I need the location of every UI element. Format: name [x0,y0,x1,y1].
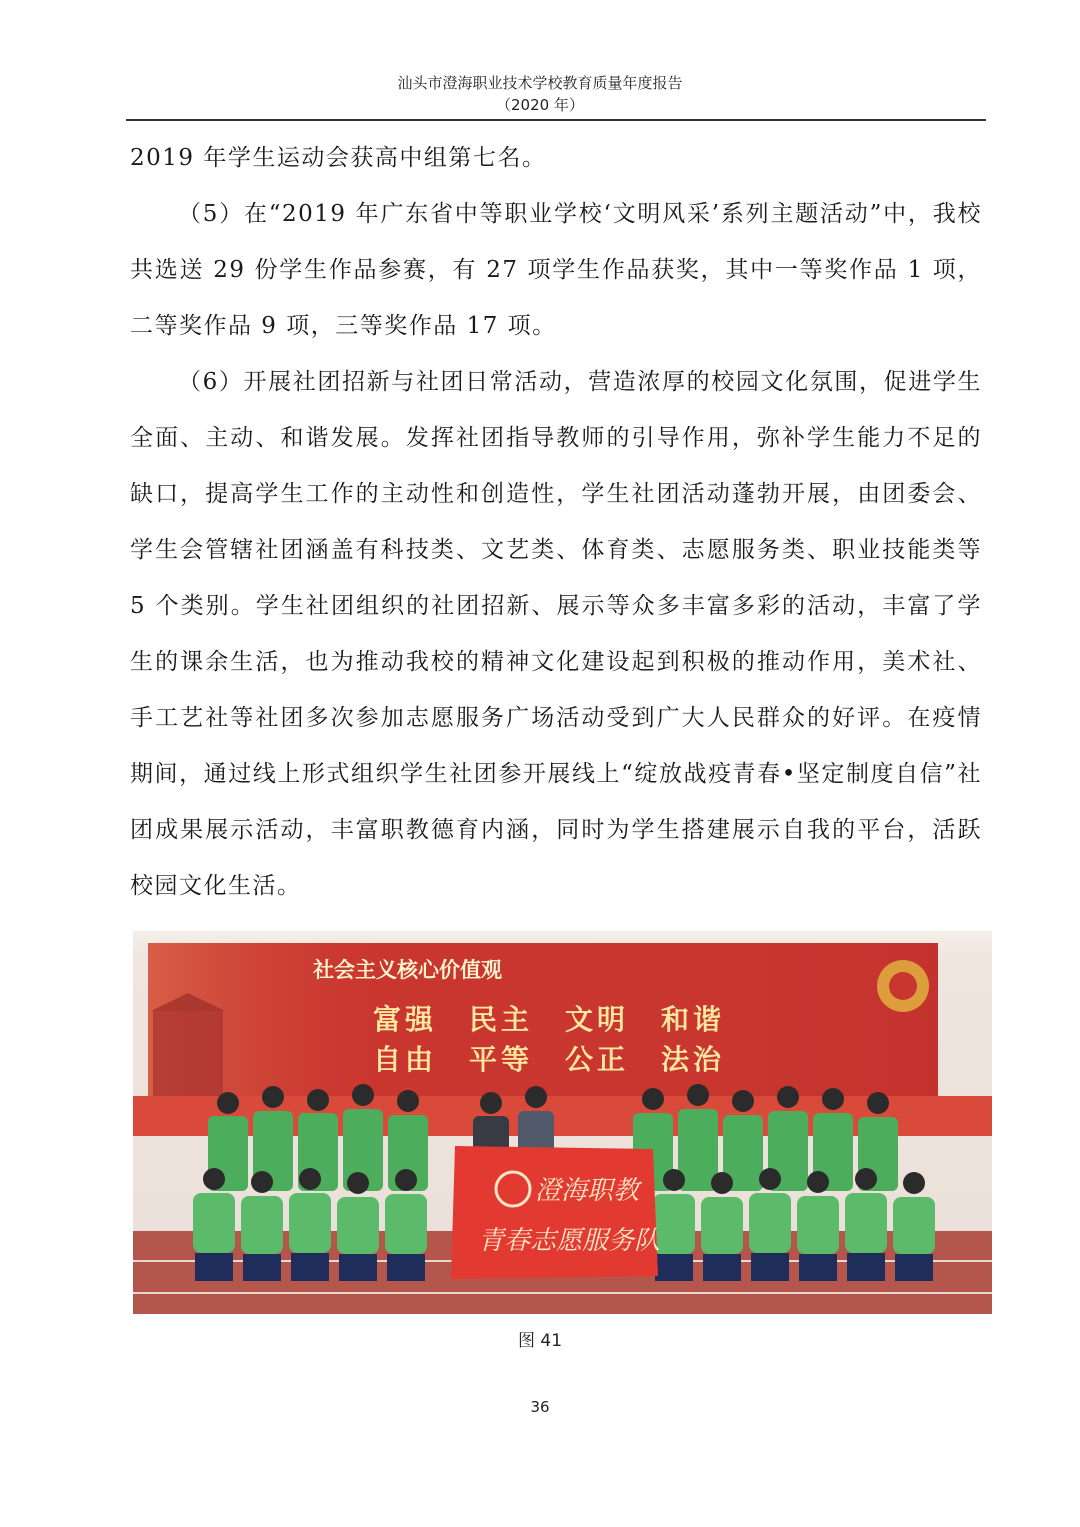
group-photo [133,931,992,1314]
banner-values-row-2: 自由 平等 公正 法治 [373,1043,726,1076]
body-text [130,130,982,914]
paragraph-continuation: 2019 年学生运动会获高中组第七名。 [130,145,547,171]
page-number: 36 [530,1398,550,1416]
report-year: （2020 年） [496,96,584,114]
flag-text-line-1: 澄海职教 [535,1176,640,1206]
flag-text-line-2: 青春志愿服务队 [478,1226,661,1256]
page-header [0,72,1080,116]
banner-title: 社会主义核心价值观 [313,958,502,982]
volunteer-flag [451,1146,660,1279]
figure-caption: 图 41 [517,1331,563,1351]
paragraph-item-6: （6）开展社团招新与社团日常活动，营造浓厚的校园文化氛围，促进学生全面、主动、和谐发展。发挥社团指导教师的引导作用，弥补学生能力不足的缺口，提高学生工作的主动性和创造性，学生社团活动蓬勃开展，由团委会、学生会管辖社团涵盖有科技类、文艺类、体育类、志愿服务类、职业技能类等 5 个类别。学生社团组织的社团招新、展示等众多丰富多彩的活动，丰富了学生的课余生活，也为推动我校的精神文化建设起到积极的推动作用，美术社、手工艺社等社团多次参加志愿服务广场活动受到广大人民群众的好评。在疫情期间，通过线上形式组织学生社团参开展线上“绽放战疫青春•坚定制度自信”社团成果展示活动，丰富职教德育内涵，同时为学生搭建展示自我的平台，活跃校园文化生活。 [130,369,982,899]
banner-values-row-1: 富强 民主 文明 和谐 [373,1003,726,1036]
paragraph-item-5: （5）在“2019 年广东省中等职业学校‘文明风采’系列主题活动”中，我校共选送 29 份学生作品参赛，有 27 项学生作品获奖，其中一等奖作品 1 项，二等奖作品 9 项，三等奖作品 17 项。 [130,201,982,339]
report-title: 汕头市澄海职业技术学校教育质量年度报告 [397,74,683,92]
header-divider [126,119,986,121]
